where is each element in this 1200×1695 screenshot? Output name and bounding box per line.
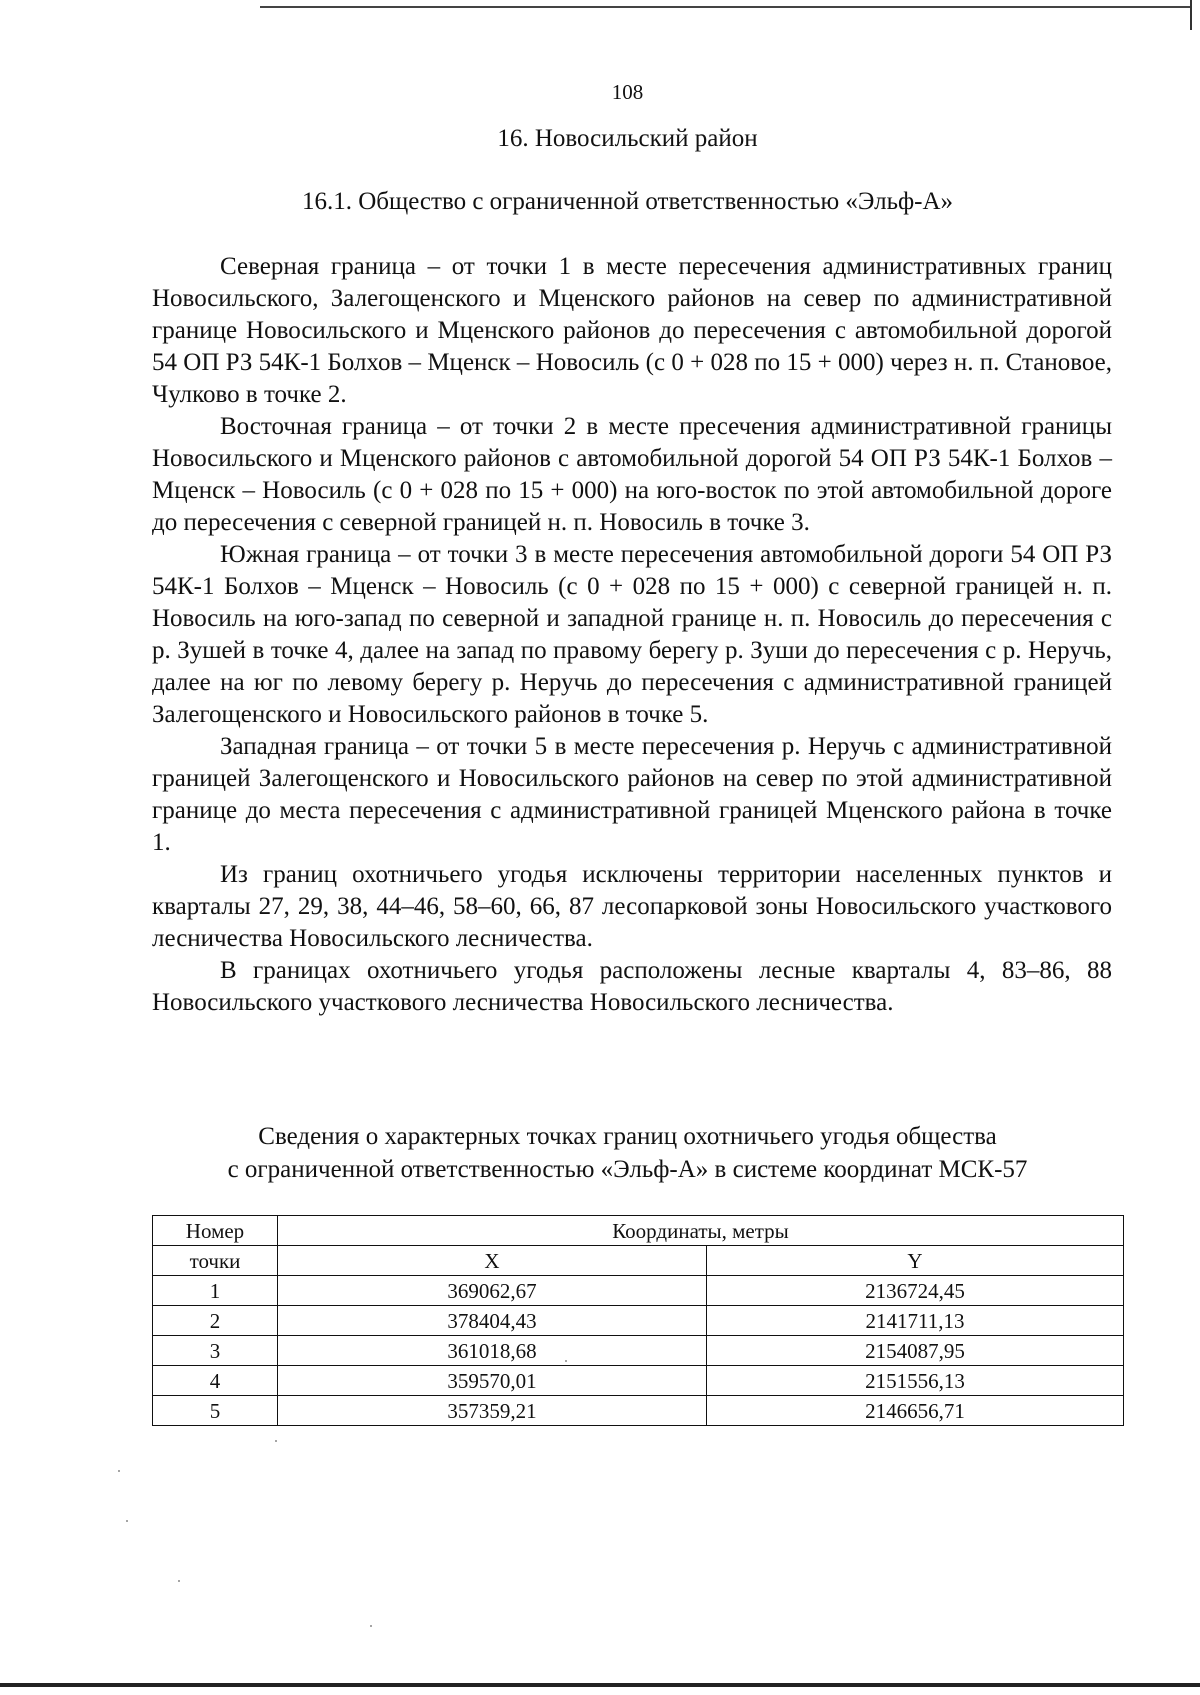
cell-y: 2151556,13 [707,1366,1124,1396]
cell-y: 2146656,71 [707,1396,1124,1426]
section-title: 16. Новосильский район [497,125,758,152]
cell-x: 359570,01 [278,1366,707,1396]
cell-x: 357359,21 [278,1396,707,1426]
cell-point: 2 [153,1306,278,1336]
paragraph-east-border: Восточная граница – от точки 2 в месте пресечения административной границы Новосильского и Мценского районов с автомобильной дорогой 54 ОП РЗ 54К-1 Болхов – Мценск – Новосиль (с 0 + 028 по 15 + 000) на юго-восток по этой автомобильной дороге до пересечения с северной границей н. п. Новосиль в точке 3. [152,413,1112,536]
header-coordinates: Координаты, метры [278,1216,1124,1246]
header-point-top: Номер [153,1216,278,1246]
cell-x: 361018,68 [278,1336,707,1366]
cell-y: 2154087,95 [707,1336,1124,1366]
cell-point: 5 [153,1396,278,1426]
table-row [153,1396,1124,1426]
cell-point: 1 [153,1276,278,1306]
paragraph-exclusions: Из границ охотничьего угодья исключены территории населенных пунктов и кварталы 27, 29, 38, 44–46, 58–60, 66, 87 лесопарковой зоны Новосильского участкового лесничества Новосильского лесничества. [152,861,1112,952]
table-header-row [153,1216,1124,1246]
scan-speck [370,1625,372,1627]
paragraph-south-border: Южная граница – от точки 3 в месте пересечения автомобильной дороги 54 ОП РЗ 54К-1 Болхов – Мценск – Новосиль (с 0 + 028 по 15 + 000) с северной границей н. п. Новосиль на юго-запад по северной и западной границе н. п. Новосиль до пересечения с р. Зушей в точке 4, далее на запад по правому берегу р. Зуши до пересечения с р. Неручь, далее на юг по левому берегу р. Неручь до пересечения с административной границей Залегощенского и Новосильского районов в точке 5. [152,541,1112,728]
scan-border-bottom [0,1683,1200,1687]
table-row [153,1306,1124,1336]
cell-y: 2136724,45 [707,1276,1124,1306]
body-text [152,251,1112,1019]
cell-point: 4 [153,1366,278,1396]
table-row [153,1336,1124,1366]
scan-speck [275,1440,277,1442]
scan-speck [126,1520,128,1522]
coordinates-table [152,1215,1124,1426]
table-caption-line-2: с ограниченной ответственностью «Эльф-А» в системе координат МСК-57 [227,1156,1028,1183]
paragraph-north-border: Северная граница – от точки 1 в месте пересечения административных границ Новосильского, Залегощенского и Мценского районов на север по административной границе Новосильского и Мценского районов до пересечения с автомобильной дорогой 54 ОП РЗ 54К-1 Болхов – Мценск – Новосиль (с 0 + 028 по 15 + 000) через н. п. Становое, Чулково в точке 2. [152,253,1112,408]
header-y: Y [707,1246,1124,1276]
cell-y: 2141711,13 [707,1306,1124,1336]
subsection-title: 16.1. Общество с ограниченной ответственностью «Эльф-А» [301,188,954,215]
page-number: 108 [611,80,644,104]
table-subheader-row [153,1246,1124,1276]
cell-x: 369062,67 [278,1276,707,1306]
scan-speck [565,1360,567,1362]
table-row [153,1276,1124,1306]
scan-border-top [260,6,1190,8]
header-x: X [278,1246,707,1276]
paragraph-west-border: Западная граница – от точки 5 в месте пересечения р. Неручь с административной границей Залегощенского и Новосильского районов на север по этой административной границе до места пересечения с административной границей Мценского района в точке 1. [152,733,1112,856]
table-caption-line-1: Сведения о характерных точках границ охотничьего угодья общества [258,1123,997,1150]
paragraph-forest-quarters: В границах охотничьего угодья расположены лесные кварталы 4, 83–86, 88 Новосильского участкового лесничества Новосильского лесничества. [152,957,1112,1016]
scan-border-right [1190,0,1192,30]
header-point-bottom: точки [153,1246,278,1276]
table-caption [0,1120,1200,1186]
scan-speck [118,1470,120,1472]
table-row [153,1366,1124,1396]
scan-speck [178,1580,180,1582]
cell-point: 3 [153,1336,278,1366]
cell-x: 378404,43 [278,1306,707,1336]
